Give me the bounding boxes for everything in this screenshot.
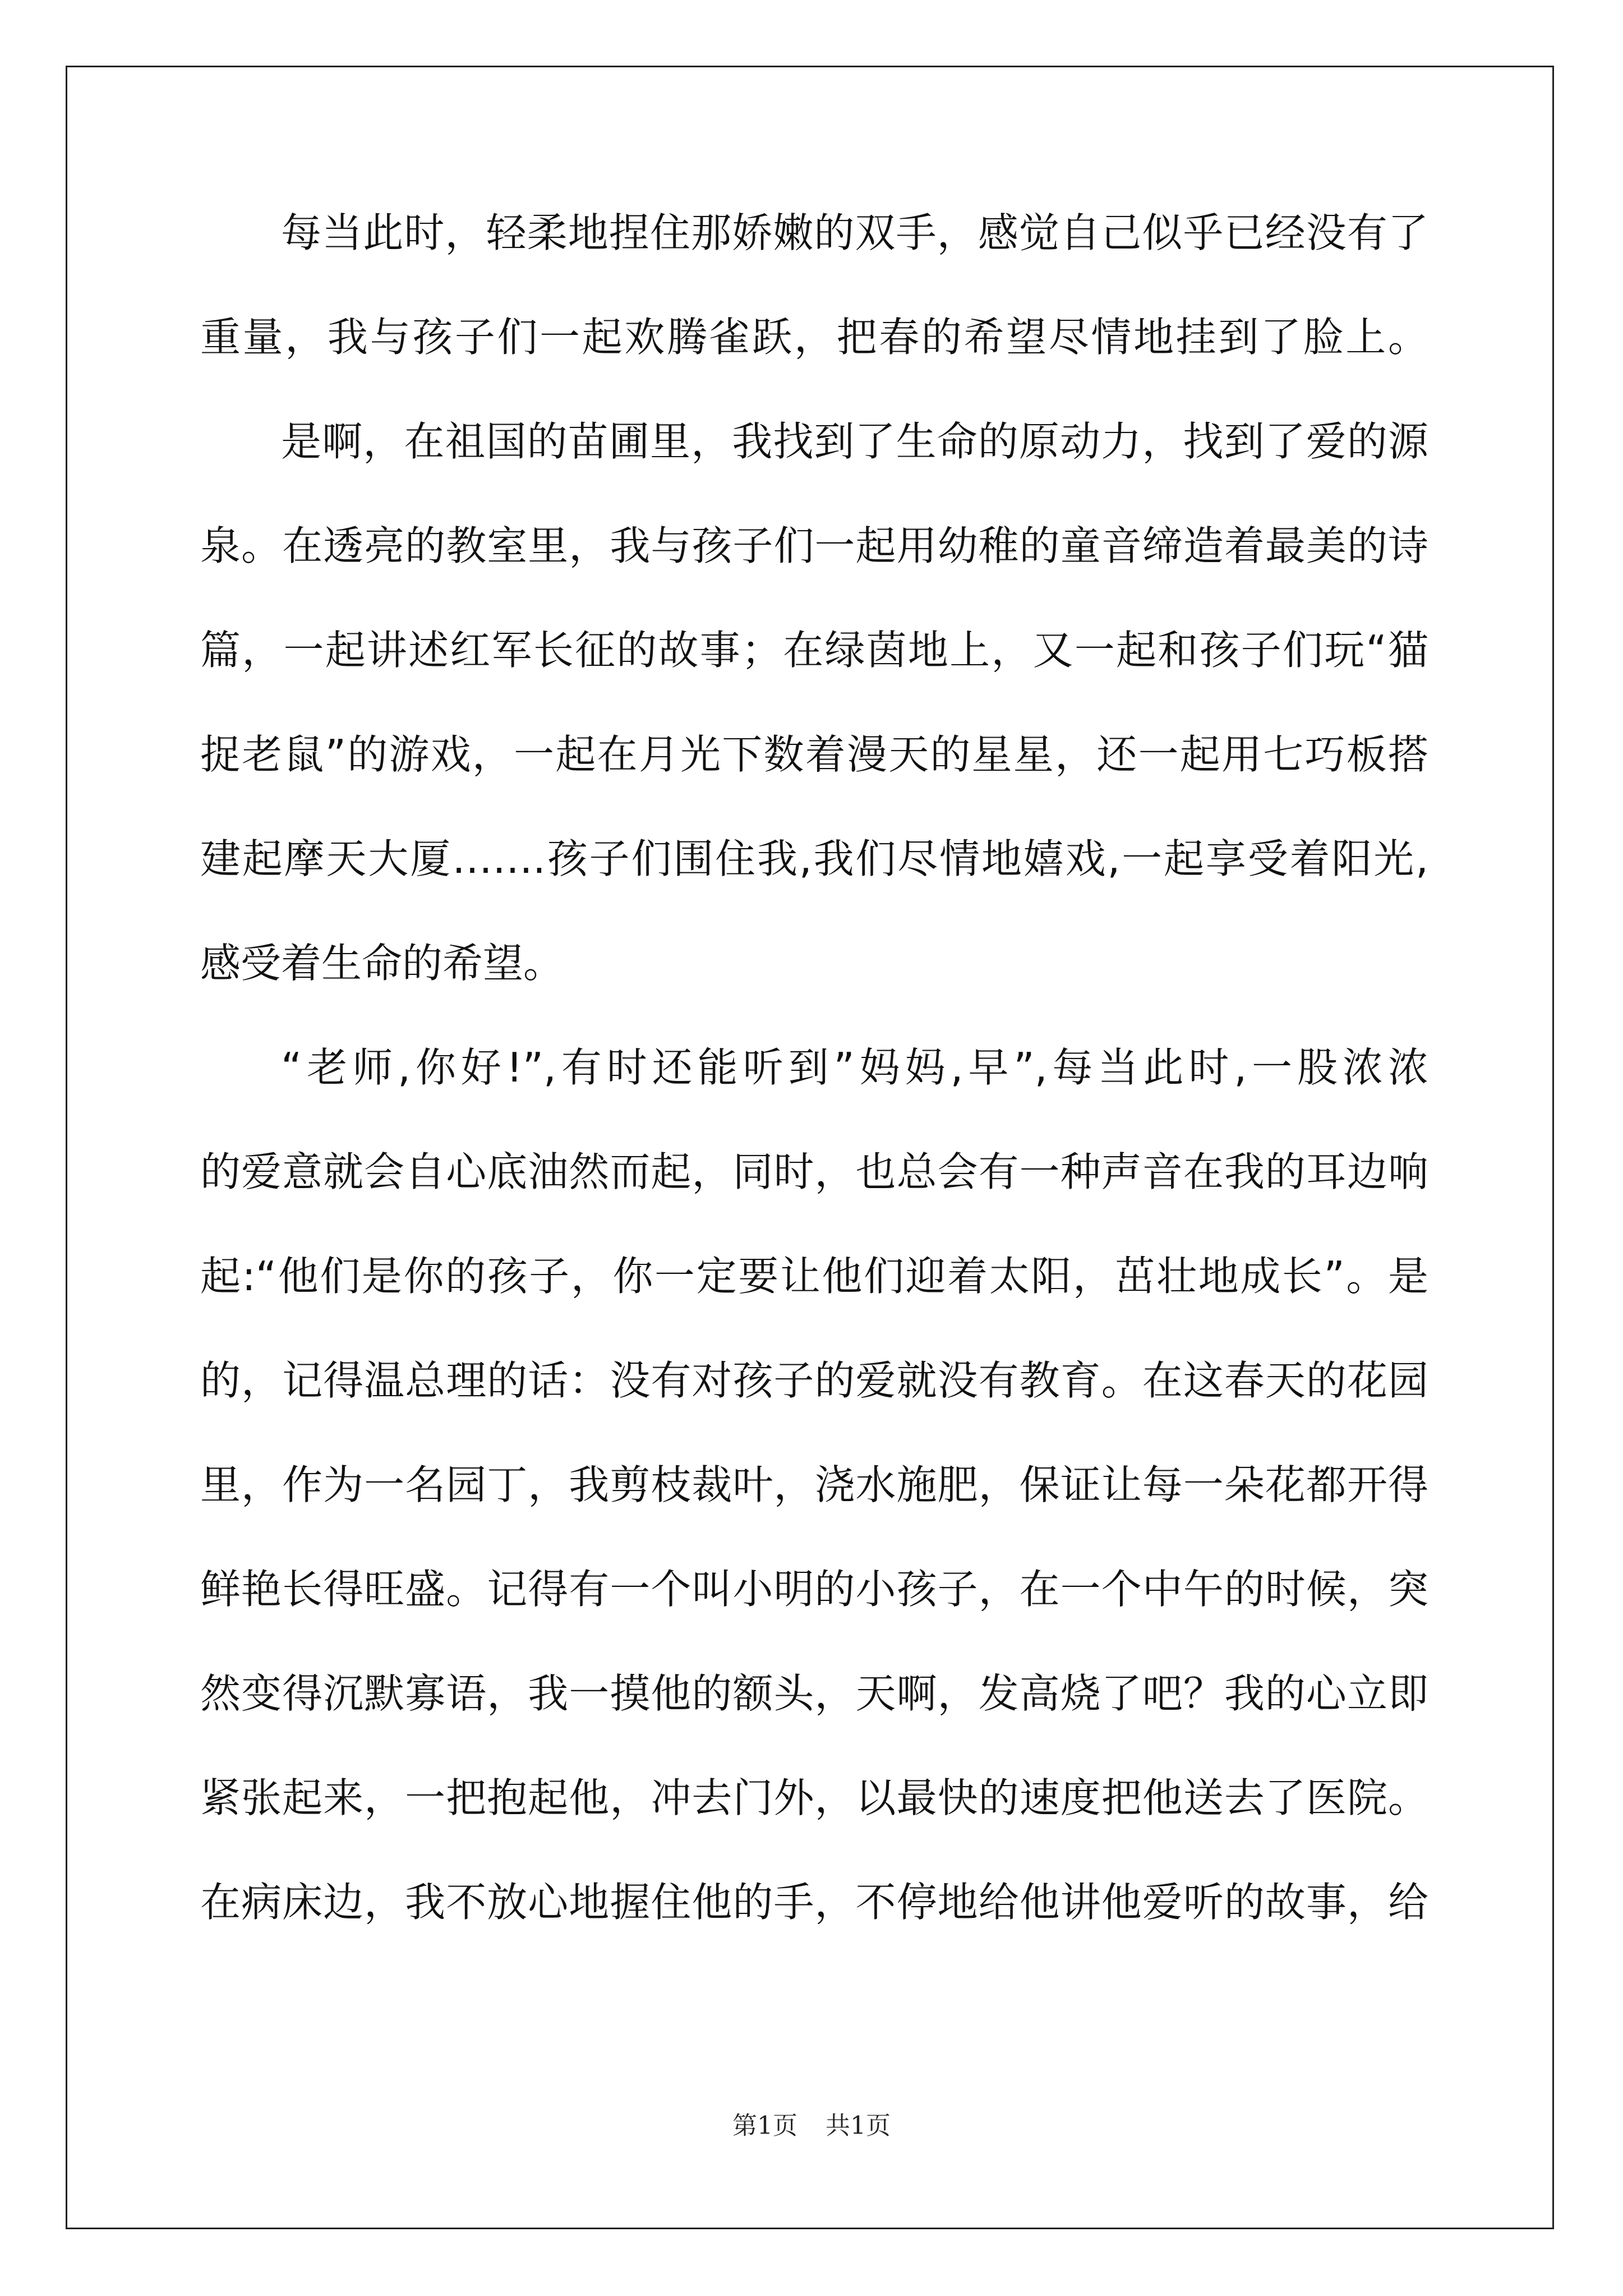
text-line: 鲜艳长得旺盛。记得有一个叫小明的小孩子，在一个中午的时候，突 xyxy=(200,1566,1428,1613)
text-line: 然变得沉默寡语，我一摸他的额头，天啊，发高烧了吧？我的心立即 xyxy=(200,1670,1428,1717)
text-line: 的爱意就会自心底油然而起，同时，也总会有一种声音在我的耳边响 xyxy=(200,1148,1428,1195)
text-line: 篇，一起讲述红军长征的故事；在绿茵地上，又一起和孩子们玩“猫 xyxy=(200,627,1428,674)
text-line: 紧张起来，一把抱起他，冲去门外，以最快的速度把他送去了医院。 xyxy=(200,1774,1428,1821)
text-line: “老师,你好!”,有时还能听到”妈妈,早”,每当此时,一股浓浓 xyxy=(281,1044,1428,1091)
page-total: 共1页 xyxy=(826,2111,891,2140)
page-number: 第1页 xyxy=(732,2111,797,2140)
text-line: 感受着生命的希望。 xyxy=(200,940,564,987)
text-line: 里，作为一名园丁，我剪枝裁叶，浇水施肥，保证让每一朵花都开得 xyxy=(200,1461,1428,1508)
text-line: 重量，我与孩子们一起欢腾雀跃，把春的希望尽情地挂到了脸上。 xyxy=(200,314,1428,361)
text-line: 起:“他们是你的孩子，你一定要让他们迎着太阳，茁壮地成长”。是 xyxy=(200,1253,1428,1300)
text-line: 建起摩天大厦…….孩子们围住我,我们尽情地嬉戏,一起享受着阳光, xyxy=(200,835,1428,882)
text-line: 是啊，在祖国的苗圃里，我找到了生命的原动力，找到了爱的源 xyxy=(281,418,1428,465)
text-line: 在病床边，我不放心地握住他的手，不停地给他讲他爱听的故事，给 xyxy=(200,1879,1428,1926)
page-footer xyxy=(0,2109,1623,2143)
text-line: 的，记得温总理的话：没有对孩子的爱就没有教育。在这春天的花园 xyxy=(200,1357,1428,1404)
text-line: 泉。在透亮的教室里，我与孩子们一起用幼稚的童音缔造着最美的诗 xyxy=(200,522,1428,569)
text-line: 每当此时，轻柔地捏住那娇嫩的双手，感觉自己似乎已经没有了 xyxy=(281,209,1428,256)
text-line: 捉老鼠”的游戏，一起在月光下数着漫天的星星，还一起用七巧板搭 xyxy=(200,731,1428,778)
